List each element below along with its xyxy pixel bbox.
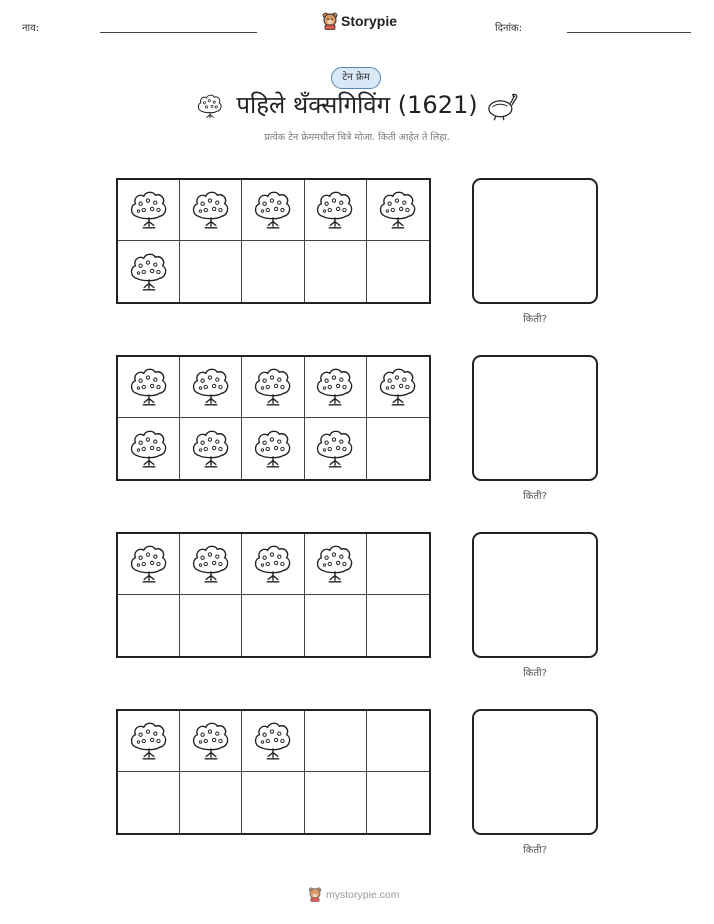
frame-cell (242, 241, 304, 302)
tree-icon (190, 366, 232, 408)
date-label: दिनांक: (495, 23, 523, 34)
frame-cell (180, 418, 242, 479)
frame-cell (242, 418, 304, 479)
frame-cell (305, 534, 367, 595)
tree-icon (128, 543, 170, 585)
turkey-icon (485, 92, 521, 122)
footer (308, 887, 400, 902)
frame-cell (118, 534, 180, 595)
name-label: नाव: (22, 23, 40, 34)
tree-icon (314, 543, 356, 585)
bear-logo-icon (308, 887, 322, 902)
answer-box-2[interactable] (472, 355, 598, 481)
frame-cell (367, 180, 429, 241)
ten-frame-3 (116, 532, 431, 658)
ten-frame-1 (116, 178, 431, 304)
answer-box-1[interactable] (472, 178, 598, 304)
frame-cell (305, 595, 367, 656)
footer-url: mystorypie.com (326, 888, 400, 901)
frame-cell (242, 595, 304, 656)
instructions: प्रत्येक टेन फ्रेममधील चित्रे मोजा. किती आहेत ते लिहा. (264, 132, 450, 143)
frame-cell (305, 418, 367, 479)
tree-icon (314, 366, 356, 408)
tree-icon (190, 543, 232, 585)
frame-cell (118, 595, 180, 656)
topic-tag: टेन फ्रेम (331, 67, 381, 89)
brand-name: Storypie (341, 13, 398, 29)
frame-cell (242, 357, 304, 418)
frame-cell (180, 534, 242, 595)
frame-cell (367, 418, 429, 479)
frame-cell (305, 711, 367, 772)
answer-label-1: किती? (523, 314, 547, 325)
tree-icon (252, 543, 294, 585)
answer-label-4: किती? (523, 845, 547, 856)
answer-label-2: किती? (523, 491, 547, 502)
ten-frame-4 (116, 709, 431, 835)
name-line[interactable] (100, 32, 257, 33)
tree-icon (252, 428, 294, 470)
brand-logo (322, 12, 397, 30)
tree-icon (314, 428, 356, 470)
tree-icon (252, 189, 294, 231)
frame-cell (367, 595, 429, 656)
answer-box-3[interactable] (472, 532, 598, 658)
frame-cell (305, 772, 367, 833)
frame-cell (242, 534, 304, 595)
tree-icon (128, 189, 170, 231)
frame-cell (305, 241, 367, 302)
frame-cell (118, 711, 180, 772)
tree-icon (190, 720, 232, 762)
frame-cell (118, 418, 180, 479)
frame-cell (367, 357, 429, 418)
frame-cell (180, 357, 242, 418)
frame-cell (118, 180, 180, 241)
tree-icon (377, 366, 419, 408)
frame-cell (180, 241, 242, 302)
frame-cell (305, 180, 367, 241)
tree-icon (128, 720, 170, 762)
frame-cell (180, 180, 242, 241)
frame-cell (242, 772, 304, 833)
tree-icon (252, 720, 294, 762)
ten-frame-2 (116, 355, 431, 481)
frame-cell (367, 711, 429, 772)
frame-cell (242, 711, 304, 772)
frame-cell (118, 357, 180, 418)
tree-icon (252, 366, 294, 408)
frame-cell (367, 241, 429, 302)
tree-icon (128, 428, 170, 470)
frame-cell (180, 595, 242, 656)
frame-cell (305, 357, 367, 418)
frame-cell (180, 772, 242, 833)
tree-icon (128, 366, 170, 408)
answer-box-4[interactable] (472, 709, 598, 835)
answer-label-3: किती? (523, 668, 547, 679)
tree-icon (128, 251, 170, 293)
tree-icon (190, 189, 232, 231)
frame-cell (118, 772, 180, 833)
tree-icon (190, 428, 232, 470)
frame-cell (367, 534, 429, 595)
tree-icon (377, 189, 419, 231)
date-line[interactable] (567, 32, 691, 33)
tree-icon (314, 189, 356, 231)
worksheet-title: पहिले थँक्सगिविंग (1621) (236, 91, 478, 119)
frame-cell (118, 241, 180, 302)
bear-logo-icon (322, 12, 338, 30)
frame-cell (367, 772, 429, 833)
frame-cell (180, 711, 242, 772)
frame-cell (242, 180, 304, 241)
